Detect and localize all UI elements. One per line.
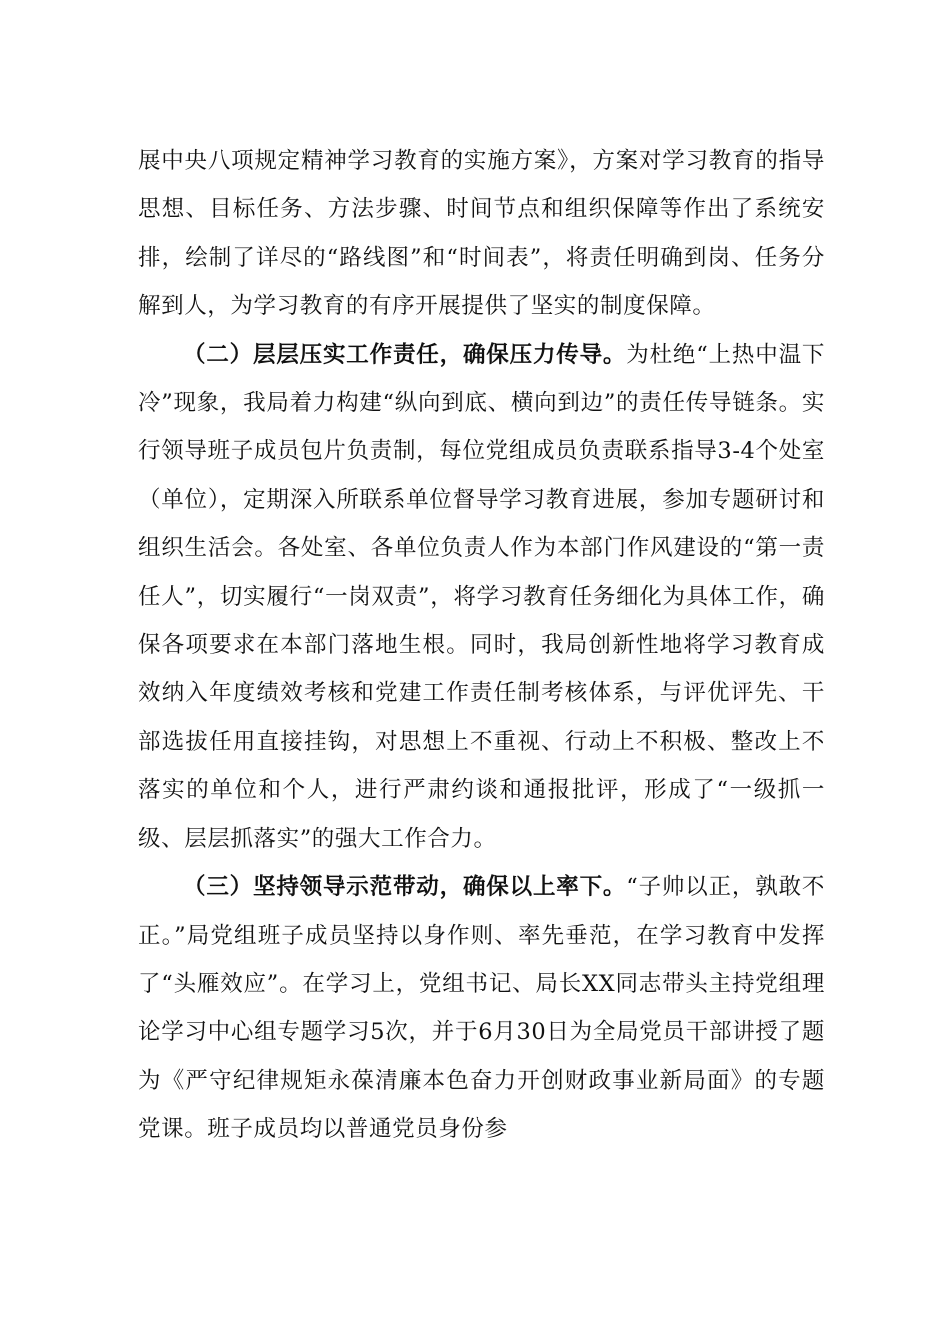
section-heading: （二）层层压实工作责任，确保压力传导。 xyxy=(183,341,627,368)
paragraph-text: 为杜绝“上热中温下冷”现象，我局着力构建“纵向到底、横向到边”的责任传导链条。实行领导班子成员包片负责制，每位党组成员负责联系指导3-4个处室（单位），定期深入所联系单位督导学习教育进展，参加专题研讨和组织生活会。各处室、各单位负责人作为本部门作风建设的“第一责任人”，切实履行“一岗双责”，将学习教育任务细化为具体工作，确保各项要求在本部门落地生根。同时，我局创新性地将学习教育成效纳入年度绩效考核和党建工作责任制考核体系，与评优评先、干部选拔任用直接挂钩，对思想上不重视、行动上不积极、整改上不落实的单位和个人，进行严肃约谈和通报批评，形成了“一级抓一级、层层抓落实”的强大工作合力。 xyxy=(138,341,826,852)
paragraph-section-2 xyxy=(138,331,825,863)
section-heading: （三）坚持领导示范带动，确保以上率下。 xyxy=(183,874,627,901)
paragraph-text: “子帅以正，孰敢不正。”局党组班子成员坚持以身作则、率先垂范，在学习教育中发挥了“头雁效应”。在学习上，党组书记、局长XX同志带头主持党组理论学习中心组专题学习5次，并于6月30日为全局党员干部讲授了题为《严守纪律规矩永葆清廉本色奋力开创财政事业新局面》的专题党课。班子成员均以普通党员身份参 xyxy=(138,874,826,1143)
document-body xyxy=(138,137,825,1154)
paragraph-text: 展中央八项规定精神学习教育的实施方案》，方案对学习教育的指导思想、目标任务、方法步骤、时间节点和组织保障等作出了系统安排，绘制了详尽的“路线图”和“时间表”，将责任明确到岗、任务分解到人，为学习教育的有序开展提供了坚实的制度保障。 xyxy=(138,148,825,320)
paragraph-section-3 xyxy=(138,863,825,1153)
paragraph-continuation xyxy=(138,137,825,331)
